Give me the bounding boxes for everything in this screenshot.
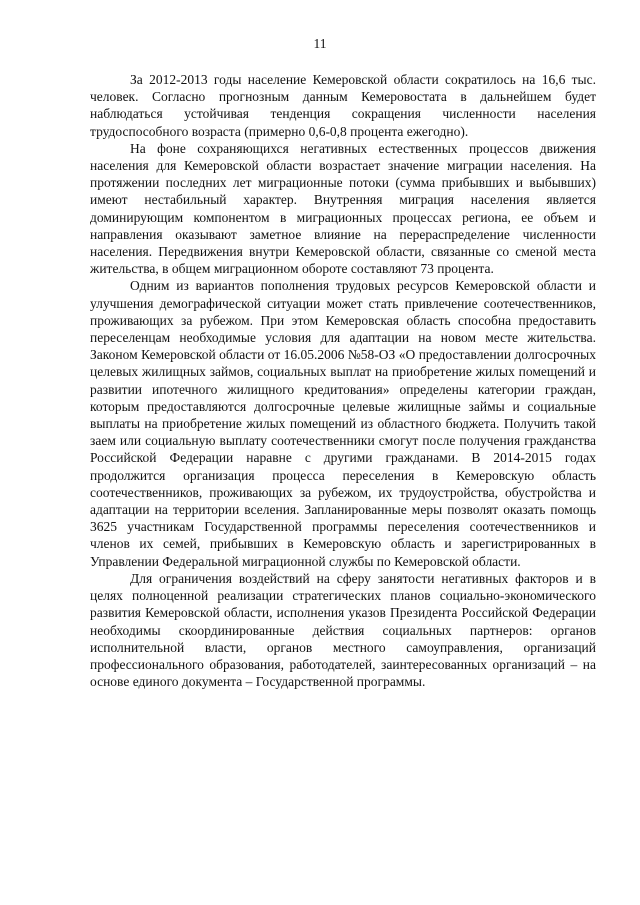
paragraph-population-decline: За 2012-2013 годы население Кемеровской области сократилось на 16,6 тыс. человек. Согласно прогнозным данным Кемеровостата в дальнейшем будет наблюдаться устойчивая тенденция сокращения численности населения трудоспособного возраста (примерно 0,6-0,8 процента ежегодно). [90, 72, 596, 139]
paragraph-coordinated-actions: Для ограничения воздействий на сферу занятости негативных факторов и в целях полноценной реализации стратегических планов социально-экономического развития Кемеровской области, исполнения указов Президента Российской Федерации необходимы скоординированные действия социальных партнеров: органов исполнительной власти, органов местного самоуправления, организаций профессионального образования, работодателей, заинтересованных организаций – на основе единого документа – Государственной программы. [90, 570, 596, 690]
page-number: 11 [313, 36, 327, 51]
document-body [90, 71, 596, 690]
paragraph-migration: На фоне сохраняющихся негативных естественных процессов движения населения для Кемеровской области возрастает значение миграции населения. На протяжении последних лет миграционные потоки (сумма прибывших и выбывших) имеют нестабильный характер. Внутренняя миграция населения является доминирующим компонентом в миграционных процессах региона, ее объем и направления оказывают заметное влияние на перераспределение численности населения. Передвижения внутри Кемеровской области, связанные со сменой места жительства, в общем миграционном обороте составляют 73 процента. [90, 140, 596, 277]
paragraph-compatriots-resettlement: Одним из вариантов пополнения трудовых ресурсов Кемеровской области и улучшения демографической ситуации может стать привлечение соотечественников, проживающих за рубежом. При этом Кемеровская область способна предоставить переселенцам необходимые условия для адаптации на новом месте жительства. Законом Кемеровской области от 16.05.2006 №58-ОЗ «О предоставлении долгосрочных целевых жилищных займов, социальных выплат на приобретение жилых помещений и развитии ипотечного жилищного кредитования» определены категории граждан, которым предоставляются долгосрочные целевые жилищные займы и социальные выплаты на приобретение жилых помещений из областного бюджета. Получить такой заем или социальную выплату соотечественники смогут после получения гражданства Российской Федерации наравне с другими гражданами. В 2014-2015 годах продолжится организация процесса переселения в Кемеровскую область соотечественников, проживающих за рубежом, их трудоустройства, обустройства и адаптации на территории вселения. Запланированные меры позволят оказать помощь 3625 участникам Государственной программы переселения соотечественников и членов их семей, прибывших в Кемеровскую область и зарегистрированных в Управлении Федеральной миграционной службы по Кемеровской области. [90, 278, 596, 569]
